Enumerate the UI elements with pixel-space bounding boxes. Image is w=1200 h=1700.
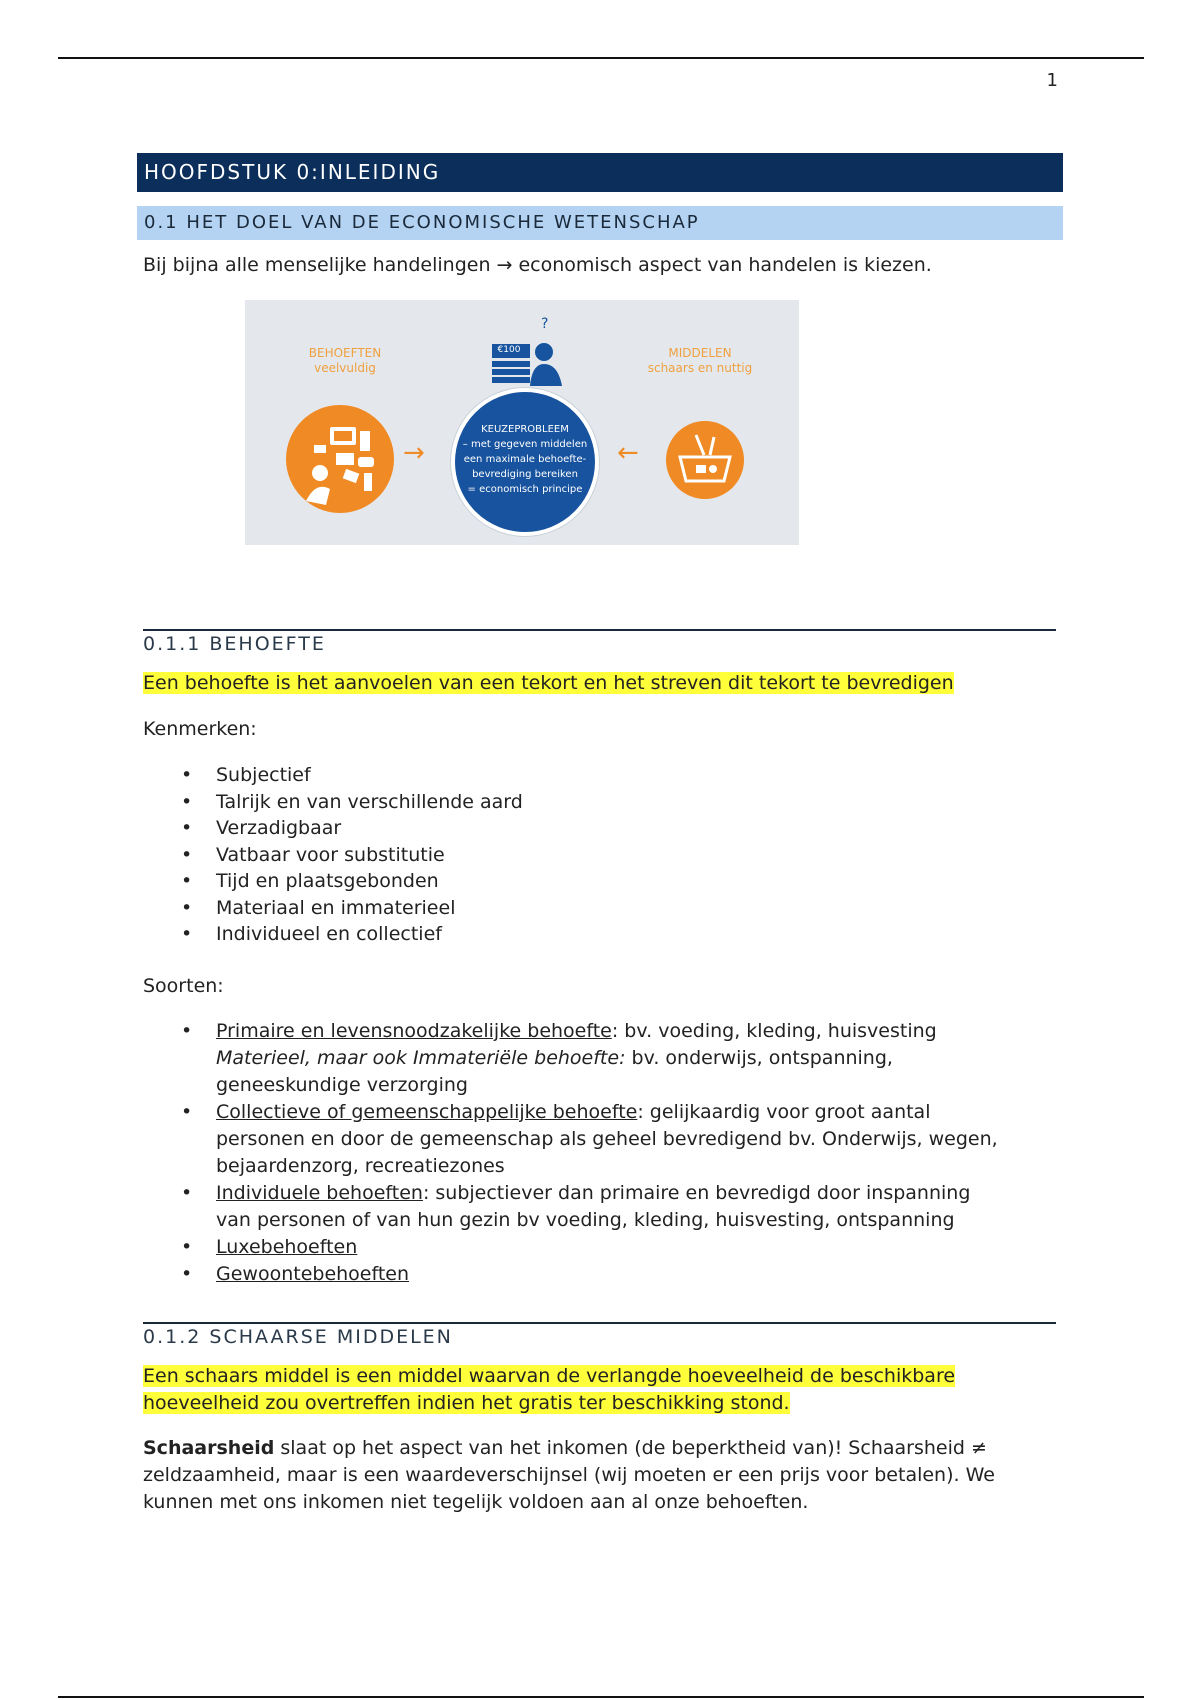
soort-collectief-text: : gelijkaardig voor groot aantal bbox=[637, 1101, 931, 1123]
choice-problem-text bbox=[455, 422, 595, 497]
soort-term-collectief: Collectieve of gemeenschappelijke behoefte bbox=[216, 1101, 638, 1123]
behoefte-heading: 0.1.1 BEHOEFTE bbox=[143, 633, 326, 655]
needs-circle bbox=[286, 405, 394, 513]
list-item: • Tijd en plaatsgebonden bbox=[143, 868, 523, 895]
soort-term-luxe: Luxebehoeften bbox=[216, 1236, 358, 1258]
list-item: • Verzadigbaar bbox=[143, 815, 523, 842]
schaarse-definition bbox=[143, 1363, 955, 1417]
list-item bbox=[143, 1018, 998, 1099]
soort-primair-text: : bv. voeding, kleding, huisvesting bbox=[611, 1020, 937, 1042]
schaarsheid-paragraph bbox=[143, 1435, 995, 1516]
figure-left-sub: veelvuldig bbox=[314, 361, 376, 375]
figure-question-mark: ? bbox=[541, 316, 549, 332]
behoefte-heading-rule bbox=[143, 629, 1056, 631]
schaarse-definition-line1: Een schaars middel is een middel waarvan de verlangde hoeveelheid de beschikbare bbox=[143, 1365, 956, 1387]
top-page-rule bbox=[58, 57, 1144, 59]
soort-collectief-text-3: bejaardenzorg, recreatiezones bbox=[216, 1155, 505, 1177]
soorten-label: Soorten: bbox=[143, 975, 224, 997]
schaarsheid-term: Schaarsheid bbox=[143, 1437, 275, 1459]
resources-circle bbox=[666, 421, 744, 499]
list-item: • Individueel en collectief bbox=[143, 921, 523, 948]
shopping-basket-icon bbox=[666, 421, 744, 499]
section-heading: 0.1 HET DOEL VAN DE ECONOMISCHE WETENSCHAP bbox=[137, 206, 1063, 240]
soorten-list bbox=[143, 1018, 998, 1288]
schaarse-definition-line2: hoeveelheid zou overtreffen indien het gratis ter beschikking stond. bbox=[143, 1392, 790, 1414]
list-item: • Talrijk en van verschillende aard bbox=[143, 789, 523, 816]
figure-price-tag: €100 bbox=[497, 345, 521, 355]
list-item bbox=[143, 1180, 998, 1234]
choice-problem-title: KEUZEPROBLEEM bbox=[481, 424, 569, 435]
household-goods-icon bbox=[286, 405, 394, 513]
list-item: • Materiaal en immaterieel bbox=[143, 895, 523, 922]
kenmerken-label: Kenmerken: bbox=[143, 718, 257, 740]
soort-term-gewoonte: Gewoontebehoeften bbox=[216, 1263, 410, 1285]
list-item bbox=[143, 1234, 998, 1261]
choice-problem-circle bbox=[451, 388, 599, 536]
list-item: • Vatbaar voor substitutie bbox=[143, 842, 523, 869]
intro-text: Bij bijna alle menselijke handelingen → economisch aspect van handelen is kiezen. bbox=[143, 254, 932, 276]
kenmerken-list bbox=[143, 762, 523, 948]
soort-individueel-text: : subjectiever dan primaire en bevredigd door inspanning bbox=[422, 1182, 971, 1204]
schaarse-heading: 0.1.2 SCHAARSE MIDDELEN bbox=[143, 1326, 453, 1348]
soort-materieel-text: bv. onderwijs, ontspanning, bbox=[625, 1047, 893, 1069]
bottom-page-rule bbox=[58, 1696, 1144, 1698]
arrow-left-icon: ← bbox=[617, 438, 639, 468]
arrow-right-icon: → bbox=[403, 438, 425, 468]
schaarse-heading-rule bbox=[143, 1322, 1056, 1324]
figure-left-title: BEHOEFTEN bbox=[308, 346, 382, 360]
page-number: 1 bbox=[1046, 70, 1058, 91]
figure-left-label bbox=[290, 346, 400, 376]
choice-problem-line4: = economisch principe bbox=[467, 484, 583, 495]
choice-problem-line2: een maximale behoefte- bbox=[463, 454, 587, 465]
soort-materieel-italic: Materieel, maar ook Immateriële behoefte: bbox=[216, 1047, 626, 1069]
soort-term-individueel: Individuele behoeften bbox=[216, 1182, 423, 1204]
figure-right-title: MIDDELEN bbox=[668, 346, 732, 360]
choice-problem-line3: bevrediging bereiken bbox=[472, 469, 578, 480]
soort-collectief-text-2: personen en door de gemeenschap als geheel bevredigend bv. Onderwijs, wegen, bbox=[216, 1128, 998, 1150]
schaarsheid-text-3: kunnen met ons inkomen niet tegelijk voldoen aan al onze behoeften. bbox=[143, 1491, 809, 1513]
choice-problem-line1: – met gegeven middelen bbox=[462, 439, 588, 450]
figure-right-sub: schaars en nuttig bbox=[647, 361, 753, 375]
schaarsheid-text-2: zeldzaamheid, maar is een waardeverschijnsel (wij moeten er een prijs voor betalen). We bbox=[143, 1464, 995, 1486]
behoefte-definition bbox=[143, 670, 954, 697]
chapter-heading: HOOFDSTUK 0:INLEIDING bbox=[137, 153, 1063, 192]
list-item: • Subjectief bbox=[143, 762, 523, 789]
soort-term-primair: Primaire en levensnoodzakelijke behoefte bbox=[216, 1020, 612, 1042]
soort-individueel-text-2: van personen of van hun gezin bv voeding, kleding, huisvesting, ontspanning bbox=[216, 1209, 955, 1231]
figure-right-label bbox=[640, 346, 760, 376]
soort-materieel-text-cont: geneeskundige verzorging bbox=[216, 1074, 468, 1096]
schaarsheid-text-1: slaat op het aspect van het inkomen (de beperktheid van)! Schaarsheid ≠ bbox=[274, 1437, 987, 1459]
list-item bbox=[143, 1261, 998, 1288]
keuzeprobleem-figure bbox=[245, 300, 799, 545]
behoefte-definition-highlight: Een behoefte is het aanvoelen van een tekort en het streven dit tekort te bevredigen bbox=[143, 672, 954, 694]
list-item bbox=[143, 1099, 998, 1180]
